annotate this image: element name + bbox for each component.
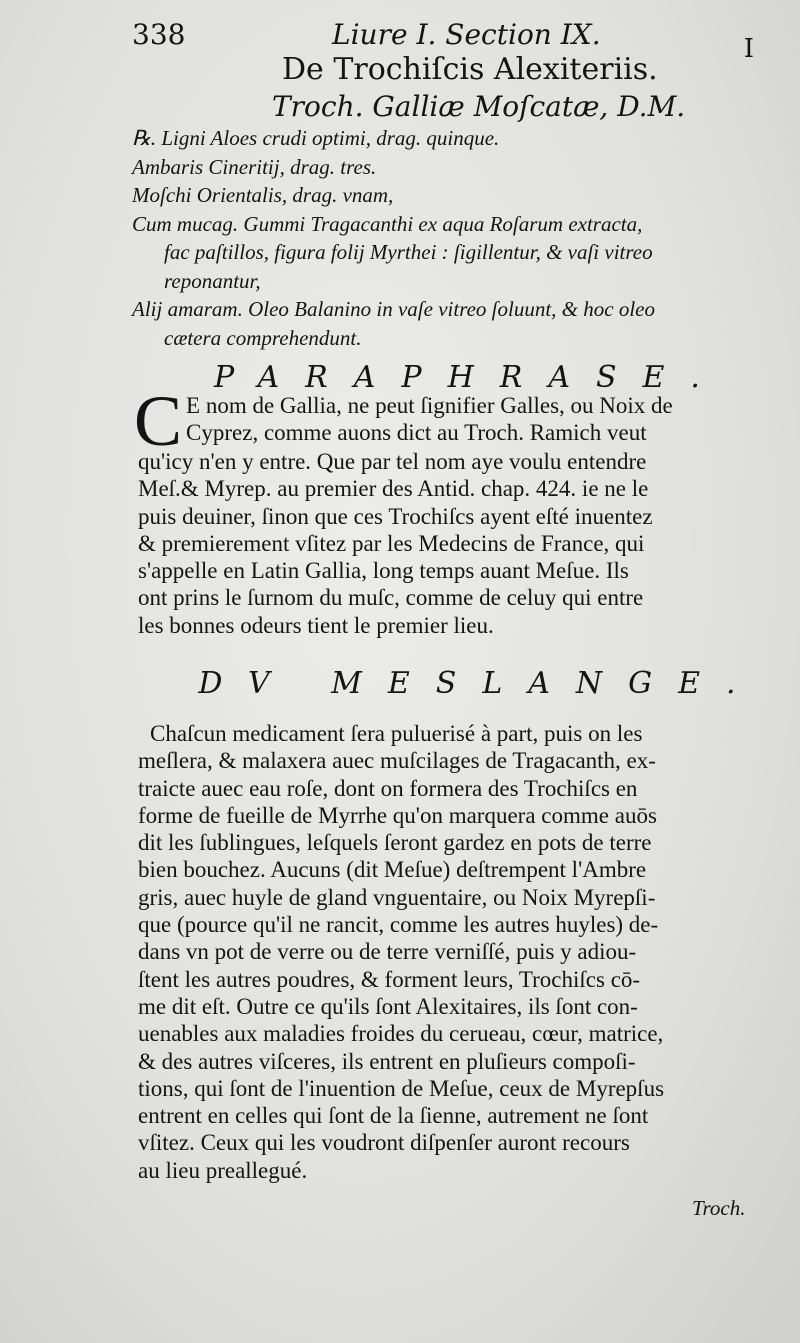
text-line: Chaſcun medicament ſera puluerisé à part, puis on les [150, 721, 643, 746]
text-line: au lieu preallegué. [138, 1157, 308, 1183]
paraphrase-paragraph [134, 381, 772, 639]
text-line: Meſ.& Myrep. au premier des Antid. chap. 424. ie ne le [138, 476, 649, 502]
text-line: & premierement vſitez par les Medecins de France, qui [138, 530, 645, 556]
text-line: me dit eſt. Outre ce qu'ils ſont Alexitaires, ils ſont con- [138, 993, 638, 1019]
meslange-paragraph [138, 720, 772, 1184]
recipe-block [132, 124, 772, 352]
text-line: dans vn pot de verre ou de terre verniſſé, puis y adiou- [138, 939, 637, 965]
text-line: que (pource qu'il ne rancit, comme les autres huyles) de- [138, 912, 659, 938]
text-line: tions, qui ſont de l'inuention de Meſue, ceux de Myrepſus [138, 1075, 665, 1101]
text-line: qu'icy n'en y entre. Que par tel nom aye voulu entendre [138, 449, 647, 474]
recipe-line: Ambaris Cineritij, drag. tres. [132, 154, 377, 179]
text-line: ont prins le ſurnom du muſc, comme de celuy qui entre [138, 585, 644, 611]
running-head: Liure I. Section IX. [332, 18, 601, 51]
drop-cap: C [134, 381, 183, 461]
page-number: 338 [132, 18, 186, 51]
recipe-subtitle: Troch. Galliæ Moſcatæ, D.M. [272, 90, 686, 123]
text-line: entrent en celles qui ſont de la ſienne, autrement ne ſont [138, 1103, 649, 1129]
text-line: vſitez. Ceux qui les voudront diſpenſer auront recours [138, 1130, 630, 1156]
text-line: gris, auec huyle de gland vnguentaire, ou Noix Myrepſi- [138, 884, 656, 910]
text-line: dit les ſublingues, leſquels ſeront gardez en pots de terre [138, 830, 652, 856]
text-line: meſlera, & malaxera auec muſcilages de Tragacanth, ex- [138, 748, 656, 774]
recipe-line: Cum mucag. Gummi Tragacanthi ex aqua Roſarum extracta, [132, 211, 643, 236]
text-line: Cyprez, comme auons dict au Troch. Ramich veut [186, 420, 647, 446]
meslange-heading: DV MESLANGE. [198, 666, 762, 701]
text-line: traicte auec eau roſe, dont on formera des Trochiſcs en [138, 775, 638, 801]
text-line: uenables aux maladies froides du cerueau, cœur, matrice, [138, 1021, 664, 1047]
paraphrase-heading: PARAPHRASE. [214, 360, 726, 395]
recipe-line: fac paſtillos, figura folij Myrthei : ſigillentur, & vaſi vitreo [164, 240, 653, 264]
text-line: s'appelle en Latin Gallia, long temps auant Meſue. Ils [138, 558, 629, 584]
catchword: Troch. [692, 1196, 746, 1220]
text-line: puis deuiner, ſinon que ces Trochiſcs ayent eſté inuentez [138, 503, 653, 529]
recipe-line: Alij amaram. Oleo Balanino in vaſe vitreo ſoluunt, & hoc oleo [132, 297, 655, 321]
text-line: les bonnes odeurs tient le premier lieu. [138, 612, 494, 638]
recipe-line: Moſchi Orientalis, drag. vnam, [132, 183, 394, 207]
text-line: forme de fueille de Myrrhe qu'on marquera comme auōs [138, 802, 657, 828]
text-line: & des autres viſceres, ils entrent en pluſieurs compoſi- [138, 1048, 636, 1074]
text-line: bien bouchez. Aucuns (dit Meſue) deſtrempent l'Ambre [138, 857, 647, 883]
margin-mark: I [743, 34, 754, 64]
recipe-line: ℞. Ligni Aloes crudi optimi, drag. quinque. [132, 126, 500, 150]
text-line: ſtent les autres poudres, & forment leurs, Trochiſcs cō- [138, 966, 641, 992]
chapter-title: De Trochiſcis Alexiteriis. [282, 52, 658, 87]
recipe-line: cætera comprehendunt. [164, 325, 362, 350]
recipe-line: reponantur, [164, 268, 261, 293]
text-line: E nom de Gallia, ne peut ſignifier Galles, ou Noix de [186, 393, 673, 418]
